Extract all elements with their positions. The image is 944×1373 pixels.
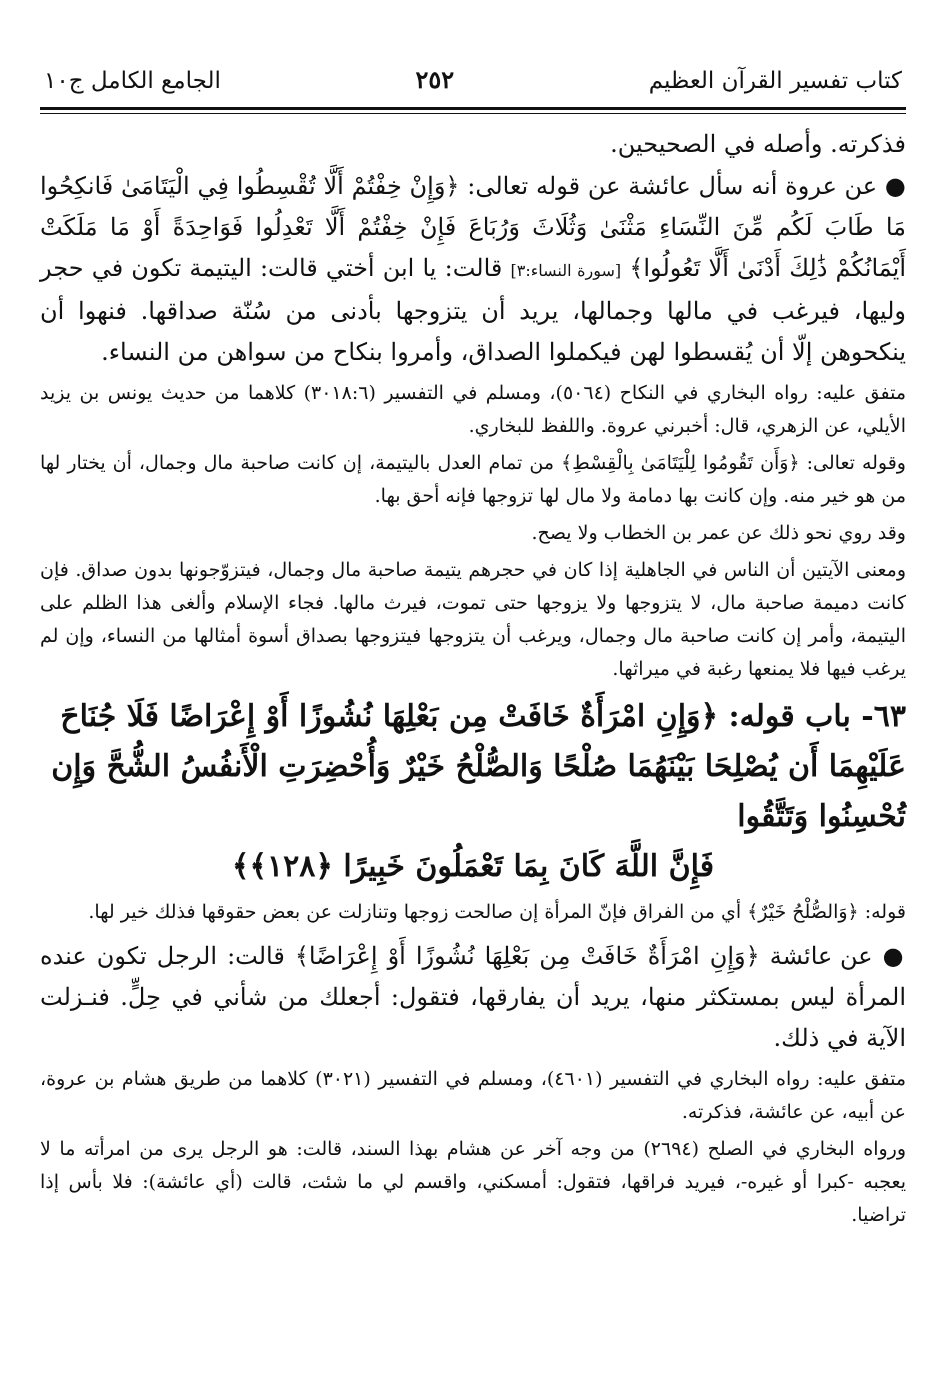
commentary-paragraph-3: ومعنى الآيتين أن الناس في الجاهلية إذا كان في حجرهم يتيمة صاحبة مال وجمال، فيتزوّجونها بدون صداق. فإن كانت دميمة صاحبة مال، لا يتزوجها ولا يزوجها حتى تموت، فيرث مالها. فجاء الإسلام وألغى هذا الظلم على اليتيمة، وأمر إن كانت صاحبة مال وجمال، ويرغب أن يتزوجها فيتزوجها بصداق أسوة أمثالها من النساء، وإن لم يرغب فيها فلا يمنعها رغبة في ميراثها. xyxy=(40,559,906,680)
header-volume: الجامع الكامل ج١٠ xyxy=(44,68,221,94)
takhrij-note-1: متفق عليه: رواه البخاري في النكاح (٥٠٦٤)، ومسلم في التفسير (٣٠١٨:٦) كلاهما من حديث يونس بن يزيد الأيلي، عن الزهري، قال: أخبرني عروة. واللفظ للبخاري. xyxy=(40,382,906,437)
takhrij-note-2: متفق عليه: رواه البخاري في التفسير (٤٦٠١)، ومسلم في التفسير (٣٠٢١) كلاهما من طريق هشام بن عروة، عن أبيه، عن عائشة، فذكرته. xyxy=(40,1068,907,1123)
chapter-heading-verse: ﴿وَإِنِ امْرَأَةٌ خَافَتْ مِن بَعْلِهَا نُشُوزًا أَوْ إِعْرَاضًا فَلَا جُنَاحَ عَلَيْهِمَا أَن يُصْلِحَا بَيْنَهُمَا صُلْحًا وَالصُّلْحُ خَيْرٌ وَأُحْضِرَتِ الْأَنفُسُ الشُّحَّ وَإِن تُحْسِنُوا وَتَتَّقُوا xyxy=(51,699,906,834)
page-header xyxy=(40,60,906,101)
commentary-paragraph-2: وقد روي نحو ذلك عن عمر بن الخطاب ولا يصح. xyxy=(531,522,906,544)
hadith-text-rest: قالت: يا ابن أختي قالت: اليتيمة تكون في حجر وليها، فيرغب في مالها وجمالها، يريد أن يتزوجها بأدنى من سُنّة صداقها. فنهوا أن ينكحوهن إلّا أن يُقسطوا لهن فيكملوا الصداق، وأمروا بنكاح من سواهن من النساء. xyxy=(40,254,906,366)
takhrij-note-3: ورواه البخاري في الصلح (٢٦٩٤) من وجه آخر عن هشام بهذا السند، قالت: هو الرجل يرى من امرأته ما لا يعجبه -كبرا أو غيره-، فيريد فراقها، فتقول: أمسكني، واقسم لي ما شئت، قالت (أي عائشة): فلا بأس إذا تراضيا. xyxy=(40,1138,906,1226)
surah-citation: [سورة النساء:٣] xyxy=(510,261,622,280)
page-number: ٢٥٢ xyxy=(415,65,455,94)
hadith-paragraph-aisha xyxy=(40,935,906,1059)
hadith-text: عن عائشة ﴿وَإِنِ امْرَأَةٌ خَافَتْ مِن بَعْلِهَا نُشُوزًا أَوْ إِعْرَاضًا﴾ قالت: الرجل تكون عنده المرأة ليس بمستكثر منها، يريد أن يفارقها، فتقول: أجعلك من شأني في حِلٍّ. فنـزلت الآية في ذلك. xyxy=(40,942,906,1052)
header-book-title: كتاب تفسير القرآن العظيم xyxy=(648,68,902,94)
bullet-marker: ● xyxy=(882,941,907,970)
hadith-paragraph-urwa xyxy=(40,165,906,373)
chapter-heading-lead: ٦٣- باب قوله: xyxy=(728,699,906,734)
bullet-marker: ● xyxy=(884,171,906,200)
commentary-paragraph-1: وقوله تعالى: ﴿وَأَن تَقُومُوا لِلْيَتَامَىٰ بِالْقِسْطِ﴾ من تمام العدل باليتيمة، إن كانت صاحبة مال وجمال، أن يختار لها من هو خير منه. وإن كانت بها دمامة ولا مال لها تزوجها فإنه أحق بها. xyxy=(40,452,906,507)
paragraph-continuation: فذكرته. وأصله في الصحيحين. xyxy=(610,130,906,158)
chapter-heading-verse-end: فَإِنَّ اللَّهَ كَانَ بِمَا تَعْمَلُونَ خَبِيرًا ﴿١٢٨﴾﴾ xyxy=(231,849,715,884)
header-rule-thick xyxy=(40,107,906,110)
hadith-text: عن عروة أنه سأل عائشة عن قوله تعالى: ﴿وَإِنْ خِفْتُمْ أَلَّا تُقْسِطُوا فِي الْيَتَامَىٰ فَانكِحُوا مَا طَابَ لَكُم مِّنَ النِّسَاءِ مَثْنَىٰ وَثُلَاثَ وَرُبَاعَ فَإِنْ خِفْتُمْ أَلَّا تَعْدِلُوا فَوَاحِدَةً أَوْ مَا مَلَكَتْ أَيْمَانُكُمْ ذَٰلِكَ أَدْنَىٰ أَلَّا تَعُولُوا﴾ xyxy=(40,172,906,282)
chapter-heading xyxy=(40,692,906,892)
header-rule-thin xyxy=(40,113,906,114)
book-page xyxy=(40,60,906,1232)
commentary-paragraph-4: قوله: ﴿وَالصُّلْحُ خَيْرٌ﴾ أي من الفراق فإنّ المرأة إن صالحت زوجها وتنازلت عن بعض حقوقها فذلك خير لها. xyxy=(88,901,906,923)
